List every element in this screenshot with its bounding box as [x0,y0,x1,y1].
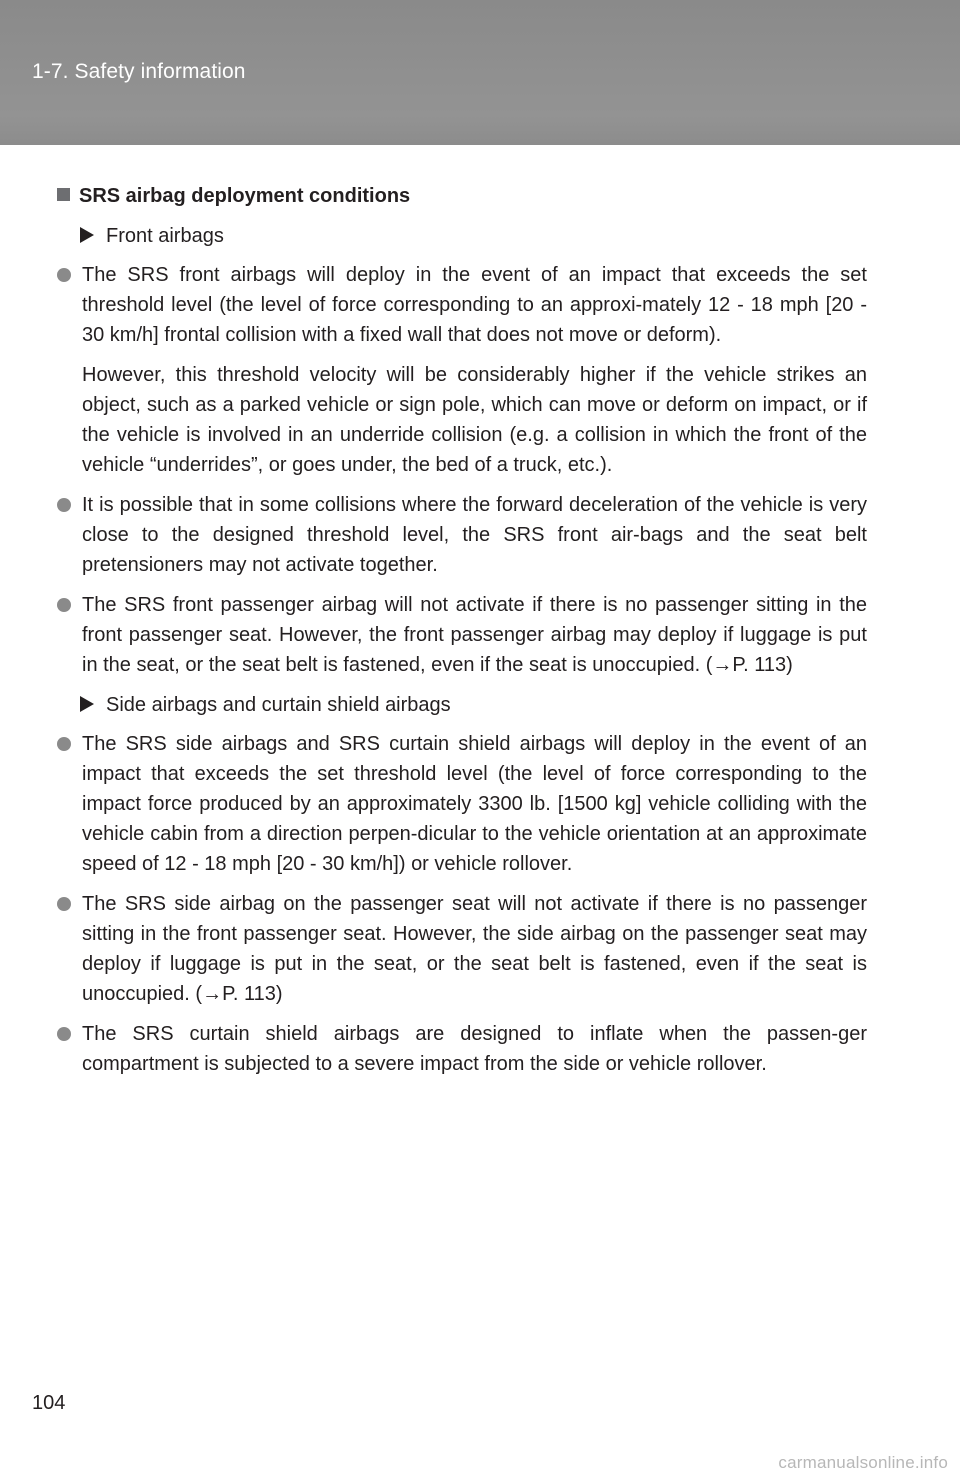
bullet-item [57,729,867,879]
bullet-text: The SRS side airbag on the passenger seat will not activate if there is no passenger sitting in the front passenger seat. However, the side airbag on the passenger seat may deploy if luggage is put in the seat, or the seat belt is fastened, even if the seat is unoccupied. (→P. 113) [82,893,867,1005]
page-content [57,181,867,1089]
page-number: 104 [32,1392,66,1414]
circle-bullet-icon [57,268,71,282]
bullet-text: The SRS front airbags will deploy in the event of an impact that exceeds the set threshold level (the level of force corresponding to an approxi-mately 12 - 18 mph [20 - 30 km/h] frontal collision with a fixed wall that does not move or deform). [82,264,867,346]
subheading-front-airbags [57,221,867,251]
bullet-item [57,490,867,580]
subheading-label: Front airbags [106,225,224,247]
section-heading-text: SRS airbag deployment conditions [79,185,411,207]
section-heading [57,181,867,211]
bullet-text: It is possible that in some collisions where the forward deceleration of the vehicle is very close to the designed threshold level, the SRS front air-bags and the seat belt pretensioners may not activate together. [82,494,867,576]
bullet-text: The SRS front passenger airbag will not activate if there is no passenger sitting in the front passenger seat. However, the front passenger airbag may deploy if luggage is put in the seat, or the seat belt is fastened, even if the seat is unoccupied. (→P. 113) [82,594,867,676]
section-title: 1-7. Safety information [32,60,246,83]
header-bar [0,0,960,145]
bullet-text: The SRS side airbags and SRS curtain shield airbags will deploy in the event of an impact that exceeds the set threshold level (the level of force corresponding to the impact force produced by an approximately 3300 lb. [1500 kg] vehicle colliding with the vehicle cabin from a direction perpen-dicular to the vehicle orientation at an approximate speed of 12 - 18 mph [20 - 30 km/h]) or vehicle rollover. [82,733,867,875]
bullet-text: The SRS curtain shield airbags are designed to inflate when the passen-ger compartment is subjected to a severe impact from the side or vehicle rollover. [82,1023,867,1075]
circle-bullet-icon [57,498,71,512]
circle-bullet-icon [57,1027,71,1041]
bullet-item [57,260,867,350]
bullet-item [57,590,867,680]
subheading-side-airbags [57,690,867,720]
circle-bullet-icon [57,598,71,612]
continuation-paragraph: However, this threshold velocity will be considerably higher if the vehicle strikes an object, such as a parked vehicle or sign pole, which can move or deform on impact, or if the vehicle is involved in an underride collision (e.g. a collision in which the front of the vehicle “underrides”, or goes under, the bed of a truck, etc.). [82,364,867,476]
circle-bullet-icon [57,737,71,751]
bullet-item [57,889,867,1009]
circle-bullet-icon [57,897,71,911]
triangle-arrow-icon [80,227,94,243]
subheading-label: Side airbags and curtain shield airbags [106,694,451,716]
watermark: carmanualsonline.info [778,1453,948,1472]
bullet-item [57,1019,867,1079]
square-bullet-icon [57,188,70,201]
triangle-arrow-icon [80,696,94,712]
